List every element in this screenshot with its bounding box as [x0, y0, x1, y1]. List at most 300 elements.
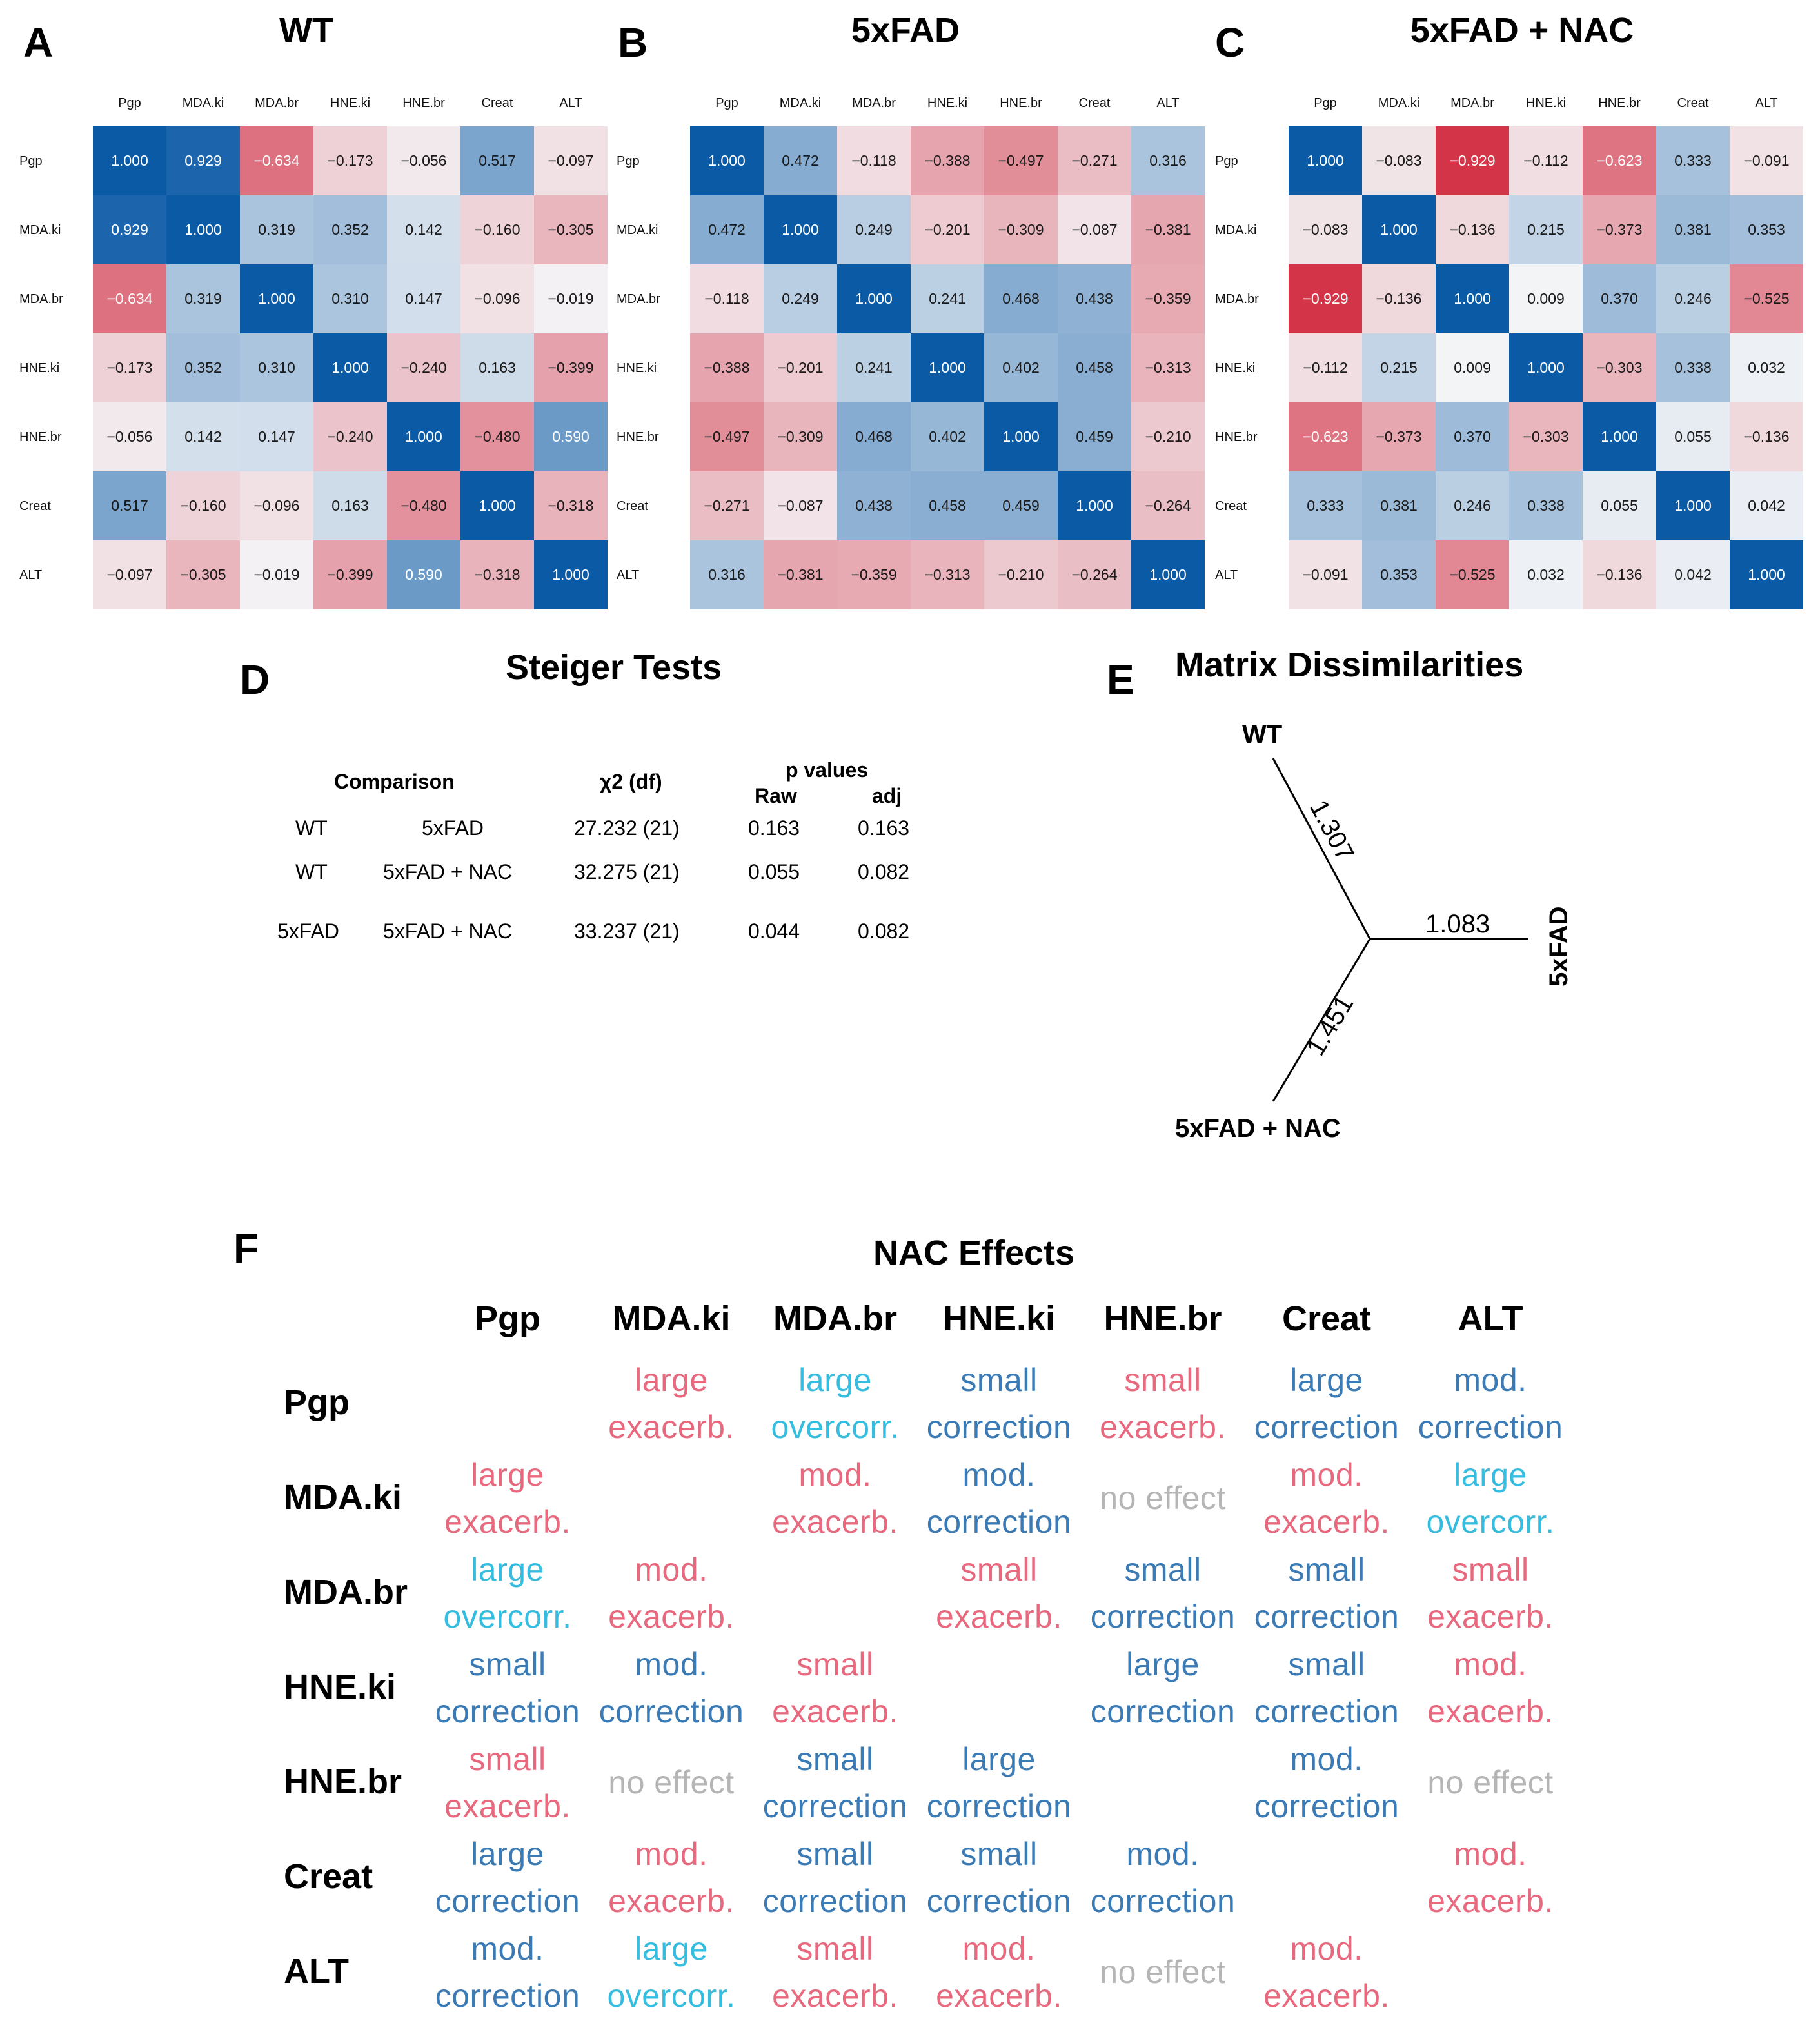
effects-col-header: HNE.ki — [942, 1299, 1056, 1338]
effect-text: small — [796, 1931, 874, 1967]
heatmap-row-label: ALT — [617, 567, 640, 582]
heatmap-cell: 1.000 — [1509, 333, 1583, 402]
heatmap-row-label: HNE.ki — [1215, 360, 1256, 375]
effect-text: small — [1124, 1552, 1202, 1588]
heatmap-col-label: MDA.br — [1450, 96, 1494, 110]
heatmap-cell: 0.055 — [1583, 471, 1656, 540]
effect-cell — [426, 1641, 589, 1735]
effect-cell — [917, 1546, 1081, 1641]
heatmap-cell: −0.318 — [460, 540, 534, 609]
heatmap-cell: 0.459 — [984, 471, 1058, 540]
heatmap-cell: −0.313 — [1131, 333, 1205, 402]
heatmap-cell: 0.215 — [1509, 195, 1583, 264]
heatmap-cell: 1.000 — [1131, 540, 1205, 609]
effect-text: large — [635, 1362, 708, 1398]
heatmap-cell: 0.249 — [837, 195, 911, 264]
heatmap-cell: 0.381 — [1362, 471, 1436, 540]
heatmap-row-label: ALT — [1215, 567, 1238, 582]
heatmap-cell: 0.055 — [1656, 402, 1730, 471]
heatmap-cell: 1.000 — [93, 126, 166, 195]
heatmap-cell: −0.083 — [1362, 126, 1436, 195]
heatmap-col-label: Creat — [1078, 96, 1111, 110]
effect-text: small — [1288, 1646, 1365, 1682]
heatmap-cell: 1.000 — [240, 264, 313, 333]
panel-letter-c: C — [1215, 19, 1245, 66]
heatmap-title-5xfad-nac: 5xFAD + NAC — [1410, 11, 1634, 50]
heatmap-cell: −0.305 — [534, 195, 608, 264]
heatmap-col-label: HNE.br — [1000, 96, 1042, 110]
effect-text: mod. — [1290, 1457, 1363, 1493]
effect-text: correction — [762, 1788, 908, 1824]
effect-text: overcorr. — [1426, 1504, 1555, 1540]
effect-text: exacerb. — [444, 1504, 571, 1540]
effect-text: mod. — [1454, 1646, 1527, 1682]
heatmap-cell: −0.210 — [984, 540, 1058, 609]
effects-row-header: MDA.ki — [284, 1478, 402, 1517]
heatmap-cell: −0.525 — [1436, 540, 1509, 609]
heatmap-row-label: HNE.ki — [617, 360, 657, 375]
effect-text: correction — [1090, 1599, 1236, 1635]
heatmap-cell: −0.091 — [1289, 540, 1362, 609]
effect-text: overcorr. — [443, 1599, 572, 1635]
effect-cell — [1409, 1452, 1572, 1546]
effect-cell — [589, 1926, 753, 2020]
heatmap-row-label: ALT — [19, 567, 43, 582]
effect-cell — [1245, 1452, 1409, 1546]
heatmap-cell: 0.370 — [1583, 264, 1656, 333]
effect-text: correction — [926, 1788, 1072, 1824]
heatmap-col-label: ALT — [559, 96, 582, 110]
heatmap-cell: 0.458 — [1058, 333, 1131, 402]
effect-text: exacerb. — [1427, 1599, 1554, 1635]
effect-text: correction — [926, 1409, 1072, 1445]
heatmap-cell: −0.318 — [534, 471, 608, 540]
heatmap-cell: 0.370 — [1436, 402, 1509, 471]
heatmap-cell: 0.241 — [911, 264, 984, 333]
effect-text: correction — [435, 1883, 580, 1919]
effect-text: mod. — [962, 1931, 1036, 1967]
effects-row-header: Creat — [284, 1857, 373, 1896]
effect-text: small — [1288, 1552, 1365, 1588]
effect-cell — [917, 1736, 1081, 1830]
heatmap-col-label: Pgp — [1314, 96, 1337, 110]
heatmap-cell: −0.303 — [1509, 402, 1583, 471]
effect-text: mod. — [635, 1552, 708, 1588]
effect-text: small — [796, 1646, 874, 1682]
heatmap-cell: 0.353 — [1362, 540, 1436, 609]
heatmap-cell: −0.160 — [460, 195, 534, 264]
heatmap-cell: 0.249 — [764, 264, 837, 333]
effect-text: small — [1452, 1552, 1529, 1588]
heatmap-col-label: MDA.ki — [182, 96, 224, 110]
heatmap-cell: 1.000 — [460, 471, 534, 540]
heatmap-cell: 0.310 — [313, 264, 387, 333]
steiger-row-2-chi: 32.275 (21) — [574, 860, 680, 883]
heatmap-cell: −0.525 — [1730, 264, 1803, 333]
effects-col-header: MDA.ki — [612, 1299, 731, 1338]
heatmap-cell: 0.246 — [1436, 471, 1509, 540]
effect-text: correction — [1090, 1883, 1236, 1919]
effect-cell — [426, 1452, 589, 1546]
effect-cell — [753, 1357, 917, 1451]
heatmap-cell: 1.000 — [387, 402, 460, 471]
heatmap-cell: 0.517 — [93, 471, 166, 540]
heatmap-title-wt: WT — [279, 11, 333, 50]
effect-text: exacerb. — [608, 1883, 735, 1919]
heatmap-cell: 0.402 — [984, 333, 1058, 402]
steiger-row-2-g1: WT — [295, 860, 328, 883]
heatmap-cell: 1.000 — [837, 264, 911, 333]
effect-text: large — [1290, 1362, 1363, 1398]
effect-text: large — [798, 1362, 872, 1398]
heatmap-cell: −0.373 — [1362, 402, 1436, 471]
heatmap-cell: 0.590 — [387, 540, 460, 609]
heatmap-cell: −0.381 — [1131, 195, 1205, 264]
heatmap-cell: −0.087 — [1058, 195, 1131, 264]
steiger-row-3-raw: 0.044 — [748, 920, 800, 943]
steiger-title: Steiger Tests — [506, 648, 722, 687]
steiger-row-1-g2: 5xFAD — [422, 816, 484, 840]
effect-text: mod. — [1290, 1931, 1363, 1967]
heatmap-cell: 0.147 — [240, 402, 313, 471]
heatmap-cell: 0.042 — [1656, 540, 1730, 609]
heatmap-cell: 0.438 — [1058, 264, 1131, 333]
heatmap-cell: −0.083 — [1289, 195, 1362, 264]
tree-label-5xfad: 1.083 — [1425, 910, 1490, 938]
effect-cell — [1245, 1641, 1409, 1735]
steiger-row-3-chi: 33.237 (21) — [574, 920, 680, 943]
effect-text: exacerb. — [1263, 1978, 1390, 2014]
effect-text: correction — [1254, 1693, 1400, 1729]
heatmap-row-label: MDA.ki — [617, 222, 658, 237]
heatmap-cell: −0.240 — [387, 333, 460, 402]
effect-cell — [589, 1831, 753, 1925]
effect-text: small — [796, 1836, 874, 1872]
effect-cell — [917, 1831, 1081, 1925]
heatmap-cell: 1.000 — [1058, 471, 1131, 540]
heatmap-col-label: ALT — [1156, 96, 1180, 110]
effects-col-header: ALT — [1458, 1299, 1523, 1338]
effect-cell — [1245, 1926, 1409, 2020]
heatmap-col-label: HNE.ki — [927, 96, 968, 110]
dissimilarity-tree — [1148, 709, 1599, 1161]
effect-text: large — [962, 1741, 1036, 1777]
effect-text: large — [471, 1552, 544, 1588]
panel-letter-e: E — [1107, 656, 1134, 703]
steiger-row-2-g2: 5xFAD + NAC — [383, 860, 513, 883]
heatmap-cell: −0.096 — [240, 471, 313, 540]
heatmap-cell: −0.929 — [1436, 126, 1509, 195]
heatmap-cell: −0.112 — [1289, 333, 1362, 402]
heatmap-cell: −0.096 — [460, 264, 534, 333]
heatmap-cell: 0.319 — [240, 195, 313, 264]
heatmap-cell: −0.136 — [1436, 195, 1509, 264]
panel-letter-f: F — [233, 1225, 259, 1272]
heatmap-cell: −0.480 — [460, 402, 534, 471]
steiger-row-2-adj: 0.082 — [858, 860, 910, 883]
heatmap-cell: 0.246 — [1656, 264, 1730, 333]
heatmap-cell: 0.316 — [690, 540, 764, 609]
heatmap-cell: 0.352 — [313, 195, 387, 264]
heatmap-row-label: Pgp — [617, 153, 640, 168]
heatmap-row-label: HNE.ki — [19, 360, 60, 375]
heatmap-cell: −0.309 — [764, 402, 837, 471]
effect-text: small — [469, 1741, 546, 1777]
effect-cell — [753, 1641, 917, 1735]
heatmap-cell: −0.359 — [1131, 264, 1205, 333]
effect-cell — [1245, 1357, 1409, 1451]
effect-text: mod. — [962, 1457, 1036, 1493]
steiger-row-1-adj: 0.163 — [858, 816, 910, 840]
heatmap-cell: −0.313 — [911, 540, 984, 609]
steiger-row-1-g1: WT — [295, 816, 328, 840]
effect-cell — [426, 1736, 589, 1830]
effect-text: large — [471, 1457, 544, 1493]
effect-text: correction — [598, 1693, 744, 1729]
heatmap-col-label: MDA.br — [852, 96, 896, 110]
heatmap-cell: 0.333 — [1289, 471, 1362, 540]
heatmap-cell: 0.009 — [1509, 264, 1583, 333]
heatmap-cell: −0.388 — [690, 333, 764, 402]
heatmap-cell: 1.000 — [1289, 126, 1362, 195]
heatmap-cell: 0.009 — [1436, 333, 1509, 402]
heatmap-cell: −0.264 — [1058, 540, 1131, 609]
effects-col-header: Creat — [1281, 1299, 1372, 1338]
effect-text: correction — [435, 1978, 580, 2014]
heatmap-cell: −0.399 — [534, 333, 608, 402]
heatmap-row-label: MDA.ki — [1215, 222, 1257, 237]
effect-cell — [753, 1926, 917, 2020]
heatmap-cell: −0.201 — [911, 195, 984, 264]
steiger-header-adj: adj — [872, 784, 902, 807]
heatmap-cell: 0.241 — [837, 333, 911, 402]
heatmap-cell: −0.056 — [93, 402, 166, 471]
effect-text: small — [960, 1836, 1038, 1872]
heatmap-col-label: HNE.br — [1598, 96, 1641, 110]
heatmap-cell: −0.210 — [1131, 402, 1205, 471]
heatmap-cell: −0.201 — [764, 333, 837, 402]
effects-row-header: Pgp — [284, 1383, 350, 1422]
heatmap-cell: −0.271 — [690, 471, 764, 540]
heatmap-cell: −0.136 — [1362, 264, 1436, 333]
heatmap-cell: −0.019 — [240, 540, 313, 609]
heatmap-cell: 0.459 — [1058, 402, 1131, 471]
steiger-row-1-chi: 27.232 (21) — [574, 816, 680, 840]
effect-text: mod. — [798, 1457, 872, 1493]
heatmap-cell: −0.480 — [387, 471, 460, 540]
effects-col-header: HNE.br — [1103, 1299, 1222, 1338]
heatmap-cell: 0.338 — [1509, 471, 1583, 540]
effect-text: exacerb. — [936, 1599, 1062, 1635]
heatmap-cell: 1.000 — [1362, 195, 1436, 264]
heatmap-cell: −0.136 — [1583, 540, 1656, 609]
effect-text: small — [796, 1741, 874, 1777]
effect-text: exacerb. — [1100, 1409, 1226, 1445]
heatmap-cell: 0.458 — [911, 471, 984, 540]
effect-cell — [1409, 1546, 1572, 1641]
heatmap-cell: 1.000 — [166, 195, 240, 264]
tree-node-5xfad-nac: 5xFAD + NAC — [1175, 1114, 1341, 1143]
heatmap-cell: −0.303 — [1583, 333, 1656, 402]
effect-text: exacerb. — [772, 1978, 898, 2014]
heatmap-row-label: HNE.br — [19, 429, 62, 444]
steiger-row-3-g1: 5xFAD — [277, 920, 340, 943]
effect-cell — [1409, 1831, 1572, 1925]
heatmap-cell: −0.373 — [1583, 195, 1656, 264]
heatmap-col-label: Creat — [481, 96, 513, 110]
effect-cell — [753, 1452, 917, 1546]
heatmap-cell: 0.352 — [166, 333, 240, 402]
effect-cell — [1409, 1641, 1572, 1735]
heatmap-cell: 0.316 — [1131, 126, 1205, 195]
heatmap-col-label: HNE.ki — [330, 96, 371, 110]
effect-cell — [1409, 1357, 1572, 1451]
heatmap-cell: 0.590 — [534, 402, 608, 471]
heatmap-cell: 1.000 — [690, 126, 764, 195]
heatmap-cell: −0.271 — [1058, 126, 1131, 195]
heatmap-cell: −0.136 — [1730, 402, 1803, 471]
heatmap-cell: 0.042 — [1730, 471, 1803, 540]
heatmap-col-label: HNE.br — [402, 96, 445, 110]
heatmap-cell: −0.097 — [534, 126, 608, 195]
heatmap-row-label: Creat — [617, 498, 648, 513]
heatmap-cell: −0.929 — [1289, 264, 1362, 333]
heatmap-cell: −0.112 — [1509, 126, 1583, 195]
heatmap-cell: −0.309 — [984, 195, 1058, 264]
effect-text: exacerb. — [772, 1693, 898, 1729]
heatmap-title-5xfad: 5xFAD — [851, 11, 960, 50]
heatmap-cell: 0.032 — [1730, 333, 1803, 402]
effect-text: exacerb. — [772, 1504, 898, 1540]
effect-cell — [589, 1357, 753, 1451]
heatmap-cell: −0.623 — [1583, 126, 1656, 195]
heatmap-row-label: Creat — [19, 498, 51, 513]
heatmap-cell: 1.000 — [1656, 471, 1730, 540]
effect-text: exacerb. — [1427, 1693, 1554, 1729]
steiger-row-1-raw: 0.163 — [748, 816, 800, 840]
heatmap-cell: −0.019 — [534, 264, 608, 333]
effect-cell — [426, 1546, 589, 1641]
effect-cell — [1409, 1759, 1572, 1806]
heatmap-cell: −0.399 — [313, 540, 387, 609]
heatmap-cell: −0.173 — [93, 333, 166, 402]
heatmap-cell: −0.118 — [690, 264, 764, 333]
effect-text: exacerb. — [1263, 1504, 1390, 1540]
heatmap-col-label: Pgp — [118, 96, 141, 110]
heatmap-cell: 1.000 — [984, 402, 1058, 471]
effect-cell — [1081, 1949, 1245, 1996]
heatmap-cell: 0.215 — [1362, 333, 1436, 402]
heatmap-cell: 0.472 — [764, 126, 837, 195]
heatmap-cell: −0.097 — [93, 540, 166, 609]
heatmap-cell: −0.264 — [1131, 471, 1205, 540]
heatmap-cell: −0.240 — [313, 402, 387, 471]
effect-text: exacerb. — [608, 1409, 735, 1445]
heatmap-row-label: Pgp — [19, 153, 43, 168]
tree-node-5xfad: 5xFAD — [1545, 906, 1573, 987]
heatmap-cell: −0.160 — [166, 471, 240, 540]
heatmap-cell: 1.000 — [1436, 264, 1509, 333]
heatmap-cell: 1.000 — [534, 540, 608, 609]
steiger-row-2-raw: 0.055 — [748, 860, 800, 883]
effect-cell — [753, 1736, 917, 1830]
steiger-row-3-adj: 0.082 — [858, 920, 910, 943]
heatmap-cell: 0.147 — [387, 264, 460, 333]
effect-cell — [917, 1926, 1081, 2020]
heatmap-cell: 0.381 — [1656, 195, 1730, 264]
effect-cell — [589, 1759, 753, 1806]
effect-cell — [753, 1831, 917, 1925]
effect-text: no effect — [608, 1764, 735, 1800]
effect-text: large — [471, 1836, 544, 1872]
heatmap-cell: 0.338 — [1656, 333, 1730, 402]
heatmap-col-label: Pgp — [715, 96, 738, 110]
effect-cell — [1081, 1641, 1245, 1735]
heatmap-col-label: HNE.ki — [1525, 96, 1567, 110]
heatmap-cell: 0.163 — [313, 471, 387, 540]
panel-letter-d: D — [240, 656, 270, 703]
nac-effects-title: NAC Effects — [873, 1234, 1075, 1272]
effect-text: correction — [926, 1883, 1072, 1919]
heatmap-cell: 0.163 — [460, 333, 534, 402]
effect-cell — [917, 1452, 1081, 1546]
effect-text: mod. — [1454, 1836, 1527, 1872]
heatmap-cell: 1.000 — [1730, 540, 1803, 609]
heatmap-cell: −0.359 — [837, 540, 911, 609]
effect-cell — [589, 1546, 753, 1641]
heatmap-cell: 0.310 — [240, 333, 313, 402]
effect-text: correction — [926, 1504, 1072, 1540]
heatmap-row-label: HNE.br — [617, 429, 659, 444]
effects-row-header: HNE.br — [284, 1762, 402, 1801]
effect-cell — [426, 1831, 589, 1925]
effect-text: large — [1454, 1457, 1527, 1493]
effects-row-header: MDA.br — [284, 1573, 408, 1611]
panel-letter-a: A — [23, 19, 54, 66]
heatmap-row-label: Pgp — [1215, 153, 1238, 168]
heatmap-cell: −0.634 — [93, 264, 166, 333]
heatmap-cell: −0.118 — [837, 126, 911, 195]
effects-col-header: Pgp — [475, 1299, 540, 1338]
effect-cell — [1245, 1736, 1409, 1830]
effect-text: mod. — [1126, 1836, 1200, 1872]
heatmap-cell: −0.497 — [984, 126, 1058, 195]
effect-text: small — [469, 1646, 546, 1682]
effect-text: exacerb. — [444, 1788, 571, 1824]
effect-cell — [917, 1357, 1081, 1451]
heatmap-cell: 1.000 — [764, 195, 837, 264]
heatmap-cell: 0.032 — [1509, 540, 1583, 609]
tree-label-5xfad-nac: 1.451 — [1301, 990, 1360, 1061]
effect-cell — [1081, 1831, 1245, 1925]
heatmap-row-label: Creat — [1215, 498, 1247, 513]
effect-text: overcorr. — [607, 1978, 736, 2014]
heatmap-cell: 0.142 — [387, 195, 460, 264]
effect-text: mod. — [635, 1646, 708, 1682]
effect-text: large — [1126, 1646, 1200, 1682]
effect-cell — [1081, 1546, 1245, 1641]
effect-text: overcorr. — [771, 1409, 900, 1445]
heatmap-cell: 0.353 — [1730, 195, 1803, 264]
heatmap-row-label: MDA.br — [1215, 291, 1259, 306]
heatmap-cell: −0.497 — [690, 402, 764, 471]
steiger-header-chi: χ2 (df) — [600, 770, 662, 793]
heatmap-cell: 0.468 — [984, 264, 1058, 333]
steiger-header-comparison: Comparison — [334, 770, 455, 793]
effect-text: small — [960, 1552, 1038, 1588]
heatmap-cell: 1.000 — [313, 333, 387, 402]
heatmap-row-label: MDA.br — [19, 291, 63, 306]
